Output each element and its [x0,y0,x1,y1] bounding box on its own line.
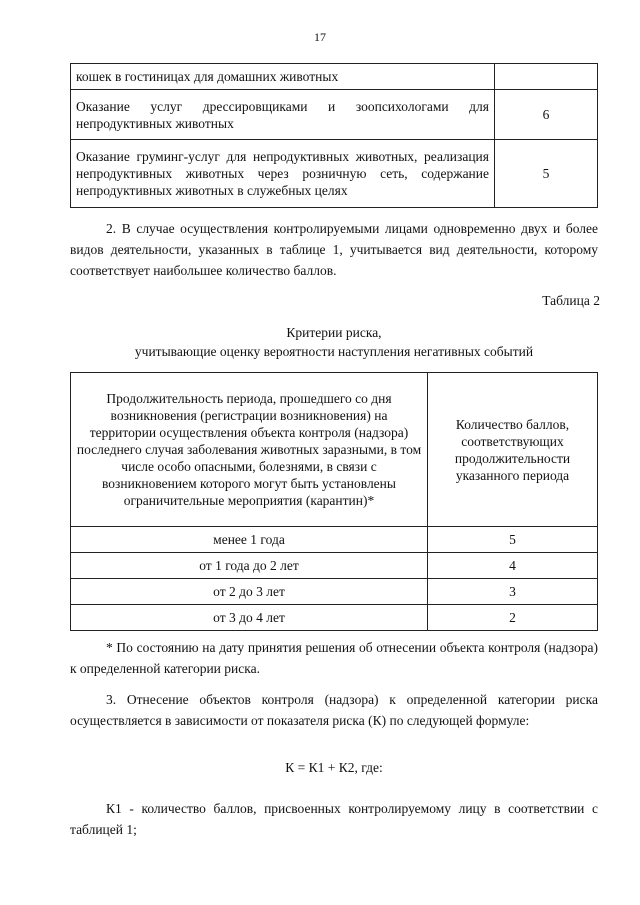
table-cell-score: 2 [428,605,598,631]
table-cell-period: от 1 года до 2 лет [71,553,428,579]
table-cell-score: 5 [495,140,598,208]
table-cell-score: 3 [428,579,598,605]
paragraph-2 [70,218,598,281]
paragraph-2-text: 2. В случае осуществления контролируемыми лицами одновременно двух и более видов деятельности, указанных в таблице 1, учитывается вид деятельности, которому соответствует наибольшее количество баллов. [70,221,598,278]
table-header-period: Продолжительность периода, прошедшего со дня возникновения (регистрации возникновения) на территории осуществления объекта контроля (надзора) последнего случая заболевания животных заразными, в том числе особо опасными, болезнями, в связи с возникновением которого могут быть установлены ограничительные мероприятия (карантин)* [71,373,428,527]
table-2-title [70,323,598,361]
table-row [71,140,598,208]
table-cell-activity: Оказание услуг дрессировщиками и зоопсихологами для непродуктивных животных [71,90,495,140]
paragraph-3 [70,689,598,731]
table-row [71,605,598,631]
table-cell-activity: кошек в гостиницах для домашних животных [71,64,495,90]
page-number: 17 [314,30,326,44]
risk-criteria-table [70,372,598,631]
table-cell-score [495,64,598,90]
activity-score-table [70,63,598,208]
table-cell-period: от 2 до 3 лет [71,579,428,605]
table-cell-period: от 3 до 4 лет [71,605,428,631]
paragraph-3-text: 3. Отнесение объектов контроля (надзора) к определенной категории риска осуществляется в зависимости от показателя риска (К) по следующей формуле: [70,692,598,728]
table-cell-score: 4 [428,553,598,579]
table-header-score: Количество баллов, соответствующих продолжительности указанного периода [428,373,598,527]
table-header-row [71,373,598,527]
table-row [71,527,598,553]
table-cell-score: 5 [428,527,598,553]
table-row [71,579,598,605]
table-cell-activity: Оказание груминг-услуг для непродуктивных животных, реализация непродуктивных животных через розничную сеть, содержание непродуктивных животных в служебных целях [71,140,495,208]
table-row [71,553,598,579]
table-2-title-line-2: учитывающие оценку вероятности наступления негативных событий [134,344,534,359]
table-cell-period: менее 1 года [71,527,428,553]
table-2-caption: Таблица 2 [542,293,600,308]
definition-k1 [70,798,598,840]
definition-k1-text: К1 - количество баллов, присвоенных контролируемому лицу в соответствии с таблицей 1; [70,801,598,837]
table-cell-score: 6 [495,90,598,140]
footnote [70,637,598,679]
footnote-text: * По состоянию на дату принятия решения об отнесении объекта контроля (надзора) к определенной категории риска. [70,640,598,676]
risk-formula: К = К1 + К2, где: [285,760,383,775]
table-row [71,90,598,140]
table-row [71,64,598,90]
table-2-title-line-1: Критерии риска, [286,325,382,340]
